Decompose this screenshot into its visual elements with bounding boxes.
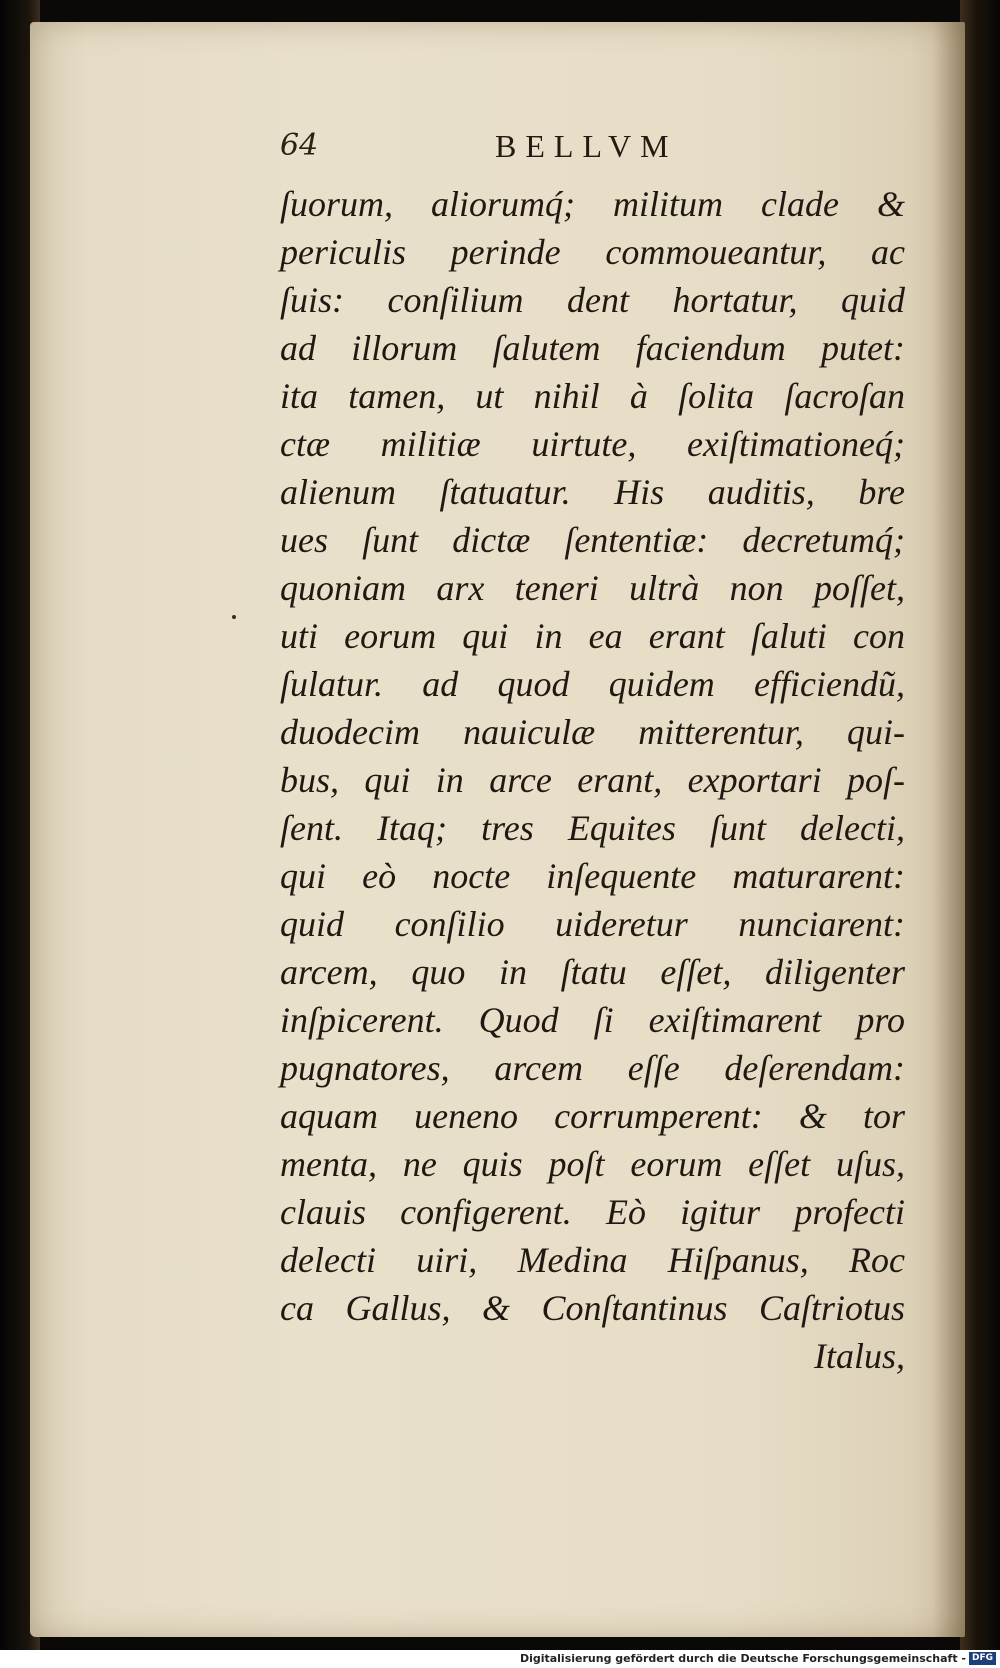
page-number: 64 (280, 128, 319, 163)
book-edge-right (960, 0, 1000, 1650)
text-line: bus, qui in arce erant, exportari poſ- (280, 760, 905, 800)
spine-shadow (933, 22, 965, 1637)
body-text (280, 180, 905, 1380)
catchword-line: Italus, (813, 1336, 905, 1376)
text-line: alienum ſtatuatur. His auditis, bre (280, 472, 905, 512)
text-line: qui eò nocte inſequente maturarent: (280, 856, 905, 896)
text-line: aquam ueneno corrumperent: & tor (280, 1096, 905, 1136)
text-line: ctæ militiæ uirtute, exiſtimationeq́; (280, 424, 905, 464)
text-line: clauis configerent. Eò igitur profecti (280, 1192, 905, 1232)
dfg-logo-icon: DFG (969, 1652, 996, 1665)
text-line: ues ſunt dictæ ſententiæ: decretumq́; (280, 520, 905, 560)
paper-speck (232, 615, 236, 619)
text-line: ſent. Itaq; tres Equites ſunt delecti, (280, 808, 905, 848)
text-line: ſuis: conſilium dent hortatur, quid (280, 280, 905, 320)
running-title: BELLVM (495, 128, 678, 164)
text-line: ad illorum ſalutem faciendum putet: (280, 328, 905, 368)
text-line: arcem, quo in ſtatu eſſet, diligenter (280, 952, 905, 992)
text-line: duodecim nauiculæ mitterentur, qui- (280, 712, 905, 752)
text-line: quid conſilio uideretur nunciarent: (280, 904, 905, 944)
text-line: quoniam arx teneri ultrà non poſſet, (280, 568, 905, 608)
text-line: ſulatur. ad quod quidem efficiendũ, (280, 664, 905, 704)
text-line: pugnatores, arcem eſſe deſerendam: (280, 1048, 905, 1088)
text-line: delecti uiri, Medina Hiſpanus, Roc (280, 1240, 905, 1280)
text-line: uti eorum qui in ea erant ſaluti con (280, 616, 905, 656)
running-head (280, 128, 700, 174)
text-line: inſpicerent. Quod ſi exiſtimarent pro (280, 1000, 905, 1040)
digitization-credit: Digitalisierung gefördert durch die Deutsche Forschungsgemeinschaft - (519, 1652, 966, 1665)
text-line: periculis perinde commoueantur, ac (280, 232, 905, 272)
text-line: ita tamen, ut nihil à ſolita ſacroſan (280, 376, 905, 416)
text-line: ſuorum, aliorumq́; militum clade & (280, 184, 905, 224)
text-line: ca Gallus, & Conſtantinus Caſtriotus (280, 1288, 905, 1328)
text-line: menta, ne quis poſt eorum eſſet uſus, (280, 1144, 905, 1184)
